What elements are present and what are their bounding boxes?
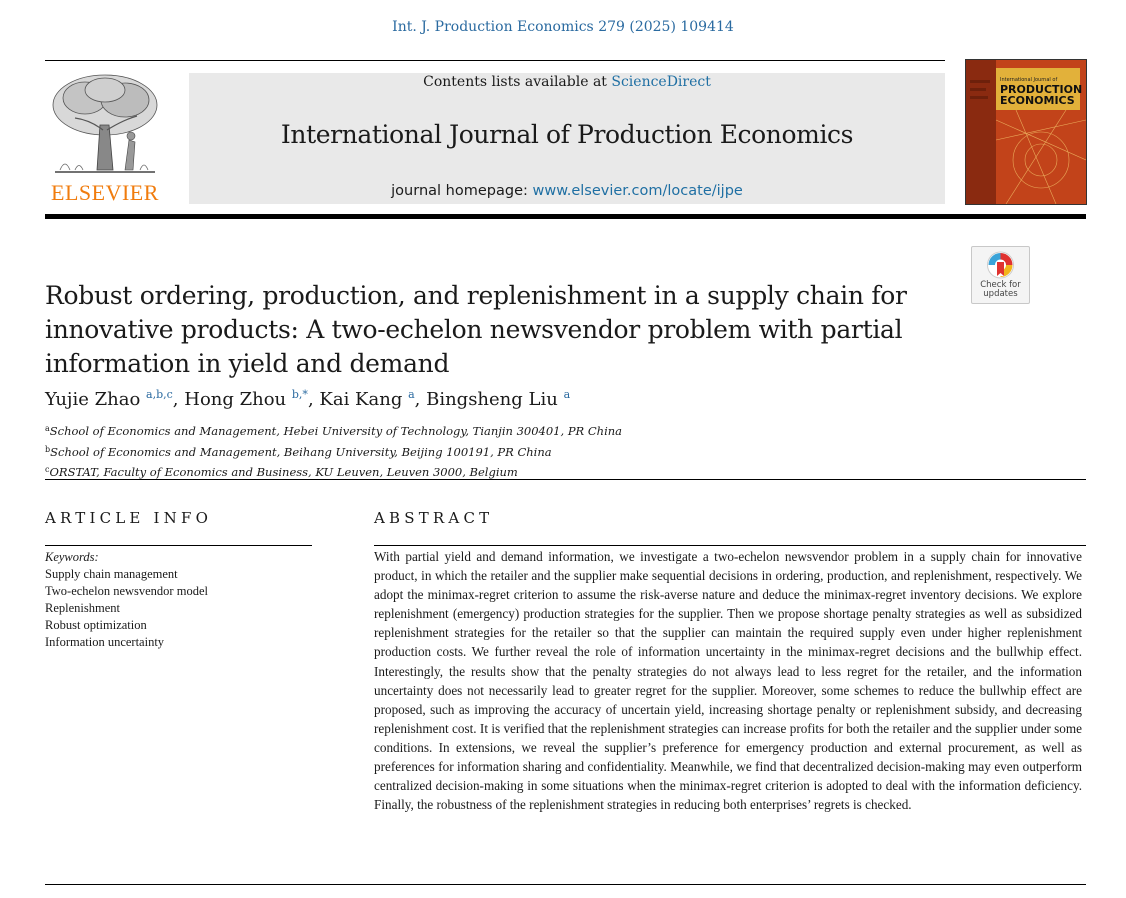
cover-title-line1: PRODUCTION xyxy=(1000,83,1083,96)
cover-title-line2: ECONOMICS xyxy=(1000,94,1075,107)
keywords-list xyxy=(45,566,208,651)
elsevier-logo[interactable] xyxy=(45,70,165,206)
check-for-updates-button[interactable] xyxy=(971,246,1030,304)
author-name[interactable]: Yujie Zhao xyxy=(45,389,141,410)
affiliation-key: b xyxy=(45,444,51,454)
author-separator: , xyxy=(172,389,185,410)
journal-homepage-line xyxy=(189,183,945,199)
keyword-item: Supply chain management xyxy=(45,567,178,581)
author-affiliation-marker[interactable]: a xyxy=(408,388,415,401)
abstract-heading: ABSTRACT xyxy=(374,509,494,527)
contents-prefix: Contents lists available at xyxy=(423,74,612,90)
affiliation-key: c xyxy=(45,465,50,474)
affiliation-item xyxy=(45,420,622,441)
elsevier-wordmark: ELSEVIER xyxy=(51,180,159,205)
affiliation-key: a xyxy=(45,424,50,433)
keyword-item: Robust optimization xyxy=(45,618,147,632)
contents-available-line xyxy=(189,74,945,90)
keywords-label: Keywords: xyxy=(45,550,99,564)
author-name[interactable]: Kai Kang xyxy=(319,389,403,410)
author-name[interactable]: Bingsheng Liu xyxy=(426,389,558,410)
author-separator: , xyxy=(307,389,320,410)
bottom-rule xyxy=(45,884,1086,885)
crossmark-icon xyxy=(972,247,1029,281)
cover-title xyxy=(1000,84,1082,106)
abstract-text: With partial yield and demand information, we investigate a two-echelon newsvendor problem in a supply chain for innovative product, in which the retailer and the supplier make sequential decisions in ordering, production, and replenishment, respectively. We adopt the minimax-regret criterion to assume the risk-averse nature and deduce the minimax-regret inventory decisions. We explore replenishment (emergency) production strategies for the supplier. Then we propose shortage penalty strategies as well as subsidized replenishment strategies for the retailer so that the supplier can maintain the required supply even under higher replenishment production costs. We further reveal the role of information uncertainty in the minimax-regret decisions and the bullwhip effect. Interestingly, the results show that the penalty strategies do not always lead to less regret for the retailer, and the information uncertainty does not necessarily lead to greater regret for the supplier. Moreover, some schemes to reduce the bullwhip effect are proposed, such as improving the accuracy of uncertain yield, increasing shortage penalty or replenishment subsidy, and decreasing replenishment cost. It is verified that the replenishment strategies can increase profits for both the retailer and the supplier under some conditions. In extensions, we reveal the supplier’s preference for emergency production and external procurement, as well as preferences for information sharing and confidentiality. Meanwhile, we find that decentralized decision-making may even outperform centralized decision-making in some situations when the minimax-regret criterion is adopted to deal with the information deficiency. Finally, the robustness of the replenishment strategies in reducing both enterprises’ regrets is checked. xyxy=(374,549,1082,813)
article-title: Robust ordering, production, and replenishment in a supply chain for innovative products: A two-echelon newsvendor problem with partial information in yield and demand xyxy=(45,281,907,378)
keywords-block xyxy=(45,549,208,651)
author-list xyxy=(45,388,570,410)
affiliation-text: ORSTAT, Faculty of Economics and Business, KU Leuven, Leuven 3000, Belgium xyxy=(49,465,518,479)
article-info-rule xyxy=(45,545,312,546)
sciencedirect-link[interactable]: ScienceDirect xyxy=(611,74,711,90)
author-affiliation-marker[interactable]: b,* xyxy=(291,388,308,401)
header-rule xyxy=(45,60,945,61)
abstract-rule xyxy=(374,545,1086,546)
author-affiliation-marker[interactable]: a xyxy=(563,388,571,401)
journal-citation[interactable]: Int. J. Production Economics 279 (2025) 109414 xyxy=(392,19,734,35)
check-for-updates-line2: updates xyxy=(983,289,1018,299)
author-separator: , xyxy=(414,389,427,410)
homepage-prefix: journal homepage: xyxy=(391,183,533,199)
section-divider xyxy=(45,479,1086,480)
journal-cover-image[interactable] xyxy=(965,59,1087,205)
journal-homepage-link[interactable]: www.elsevier.com/locate/ijpe xyxy=(532,183,743,199)
author-affiliation-marker[interactable]: a,b,c xyxy=(146,388,173,401)
elsevier-tree-icon xyxy=(45,70,165,180)
check-for-updates-line1: Check for xyxy=(980,280,1021,290)
affiliation-item xyxy=(45,441,622,462)
article-info-heading: ARTICLE INFO xyxy=(45,509,213,527)
affiliation-text: School of Economics and Management, Beihang University, Beijing 100191, PR China xyxy=(50,444,552,459)
masthead-thick-rule xyxy=(45,214,1086,219)
check-for-updates-label xyxy=(972,281,1029,299)
cover-subtitle: International Journal of xyxy=(1000,77,1058,83)
author-name[interactable]: Hong Zhou xyxy=(184,389,287,410)
affiliation-text: School of Economics and Management, Hebei University of Technology, Tianjin 300401, PR China xyxy=(49,424,623,438)
keyword-item: Information uncertainty xyxy=(45,635,165,649)
affiliation-list xyxy=(45,420,622,482)
keyword-item: Replenishment xyxy=(45,601,120,615)
keyword-item: Two-echelon newsvendor model xyxy=(45,584,208,598)
journal-title: International Journal of Production Economics xyxy=(280,120,854,149)
journal-masthead xyxy=(189,73,945,204)
